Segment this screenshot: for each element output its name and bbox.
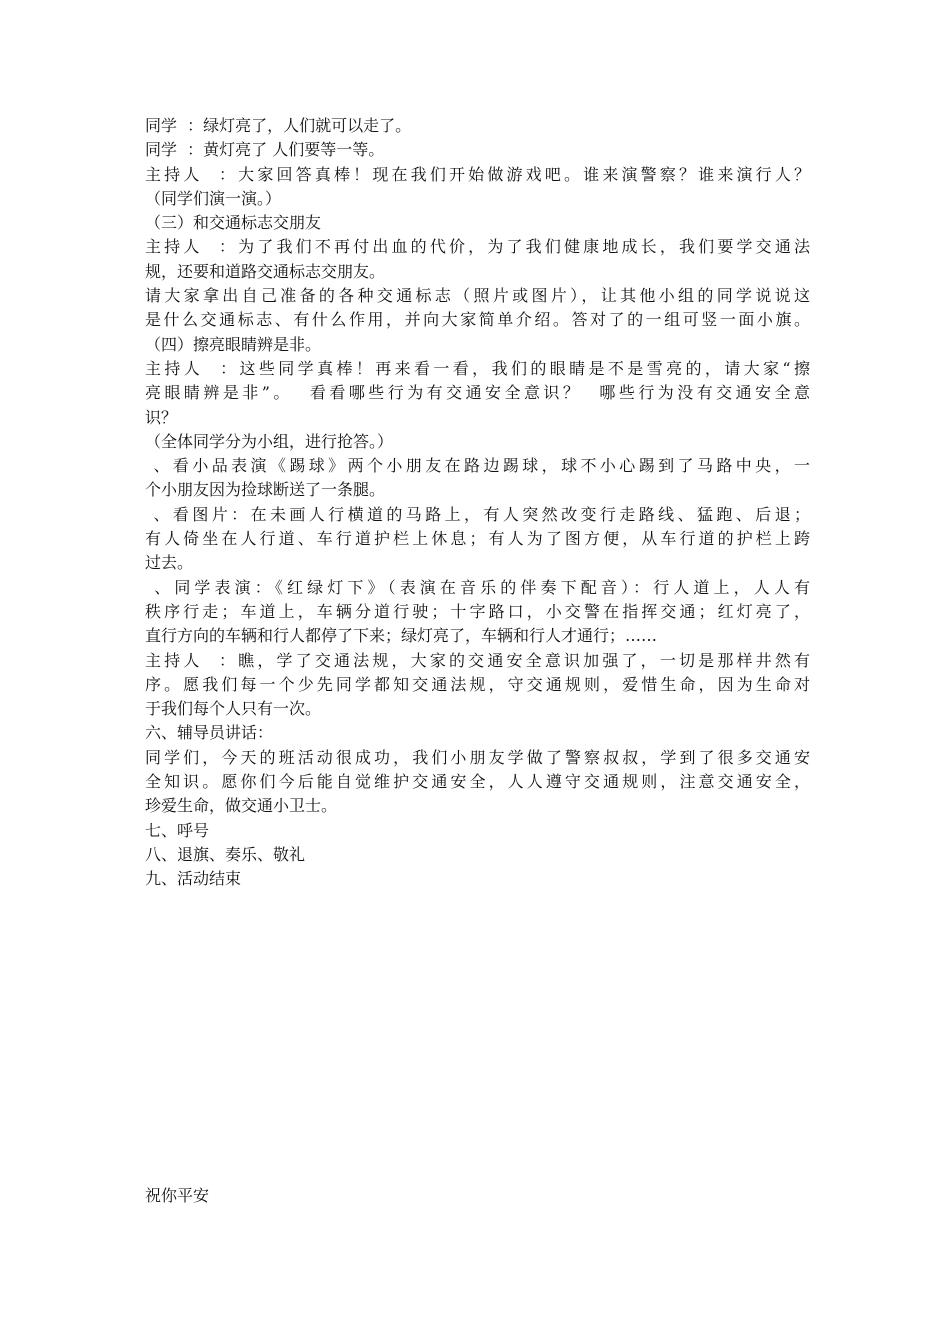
text-line: 识？: [145, 407, 178, 427]
text-line: 主持人 ：这些同学真棒！再来看一看，我们的眼睛是不是雪亮的，请大家“擦: [145, 358, 810, 378]
text-line: 主持人 ：大家回答真棒！现在我们开始做游戏吧。谁来演警察？谁来演行人？: [145, 164, 810, 184]
text-line: 有人倚坐在人行道、车行道护栏上休息；有人为了图方便，从车行道的护栏上跨: [145, 529, 810, 549]
text-line: 主持人 ：瞧，学了交通法规，大家的交通安全意识加强了，一切是那样井然有: [145, 650, 810, 670]
text-line: 过去。: [145, 553, 194, 573]
text-line: （全体同学分为小组，进行抢答。）: [145, 431, 394, 451]
document-body: [145, 114, 810, 892]
text-line: 九、活动结束: [145, 869, 242, 889]
text-line: 六、辅导员讲话：: [145, 723, 274, 743]
text-line: 八、退旗、奏乐、敬礼: [145, 844, 306, 864]
text-line: 于我们每个人只有一次。: [145, 699, 322, 719]
text-line: 珍爱生命，做交通小卫士。: [145, 796, 338, 816]
text-line: 同学 ：黄灯亮了 人们要等一等。: [145, 140, 385, 160]
text-line: （同学们演一演。）: [145, 188, 282, 208]
text-line: 规，还要和道路交通标志交朋友。: [145, 261, 386, 281]
text-line: 秩序行走；车道上，车辆分道行驶；十字路口，小交警在指挥交通；红灯亮了，: [145, 601, 810, 621]
text-line: 、看图片：在未画人行横道的马路上，有人突然改变行走路线、猛跑、后退；: [145, 504, 810, 524]
text-line: 同学 ：绿灯亮了，人们就可以走了。: [145, 116, 412, 135]
text-line: 直行方向的车辆和行人都停了下来；绿灯亮了，车辆和行人才通行；……: [145, 626, 658, 646]
text-line: 同学们，今天的班活动很成功，我们小朋友学做了警察叔叔，学到了很多交通安: [145, 747, 810, 767]
text-line: 序。愿我们每一个少先同学都知交通法规，守交通规则，爱惜生命，因为生命对: [145, 674, 810, 694]
text-line: 、同学表演：《红绿灯下》（表演在音乐的伴奏下配音）：行人道上，人人有: [145, 577, 810, 597]
text-line: 七、呼号: [145, 820, 210, 840]
text-line: 全知识。愿你们今后能自觉维护交通安全，人人遵守交通规则，注意交通安全，: [145, 772, 810, 792]
text-line: 是什么交通标志、有什么作用，并向大家简单介绍。答对了的一组可竖一面小旗。: [145, 310, 810, 330]
text-line: （三）和交通标志交朋友: [145, 213, 322, 233]
text-line: 个小朋友因为捡球断送了一条腿。: [145, 480, 386, 500]
text-line: （四）擦亮眼睛辨是非。: [145, 334, 322, 354]
text-line: 请大家拿出自己准备的各种交通标志（照片或图片），让其他小组的同学说说这: [145, 286, 810, 306]
footer-text: 祝你平安: [145, 1186, 210, 1205]
text-line: 、看小品表演《踢球》两个小朋友在路边踢球，球不小心踢到了马路中央，一: [145, 456, 810, 476]
text-line: 主持人 ：为了我们不再付出血的代价，为了我们健康地成长，我们要学交通法: [145, 237, 810, 257]
text-line: 亮眼睛辨是非”。 看看哪些行为有交通安全意识？ 哪些行为没有交通安全意: [145, 383, 810, 403]
